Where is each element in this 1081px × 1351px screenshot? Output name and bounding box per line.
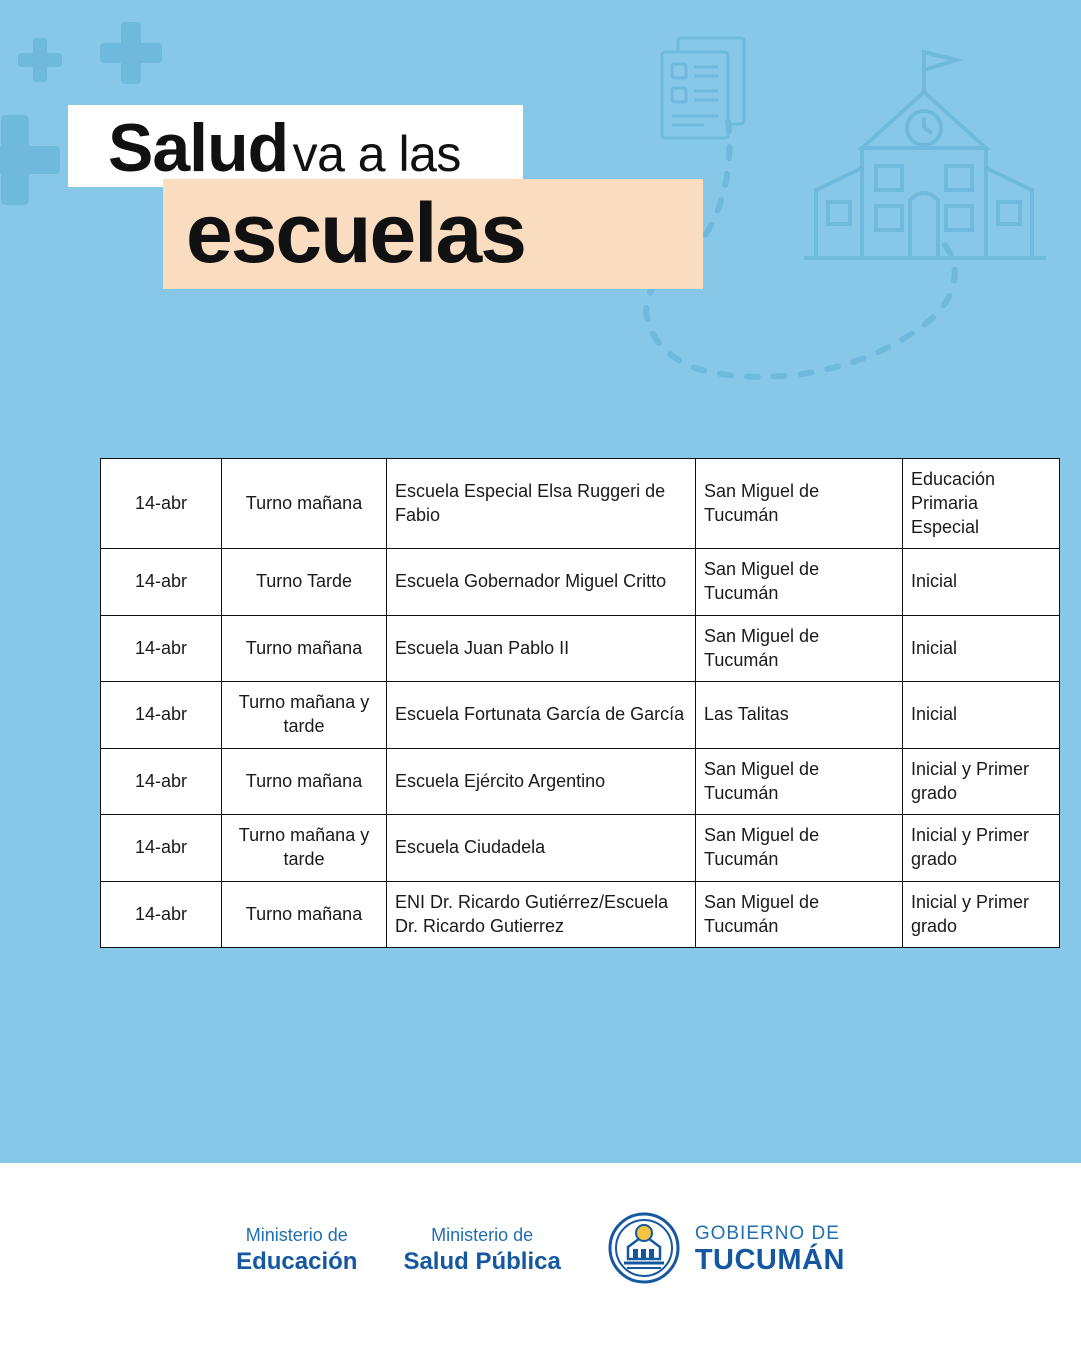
logo-ministerio-salud — [403, 1224, 560, 1277]
cell-level: Inicial y Primer grado — [903, 881, 1060, 948]
medical-cross-icon — [100, 22, 162, 84]
cell-date: 14-abr — [101, 748, 222, 815]
logo-educacion-small: Ministerio de — [245, 1225, 348, 1246]
title-light-words: va a las — [292, 126, 461, 182]
cell-city: San Miguel de Tucumán — [696, 748, 903, 815]
cell-date: 14-abr — [101, 881, 222, 948]
cell-school: Escuela Ciudadela — [387, 815, 696, 882]
cell-shift: Turno Tarde — [222, 549, 387, 616]
cell-city: San Miguel de Tucumán — [696, 615, 903, 682]
cell-shift: Turno mañana y tarde — [222, 815, 387, 882]
cell-level: Educación Primaria Especial — [903, 459, 1060, 549]
table-row — [101, 815, 1060, 882]
cell-level: Inicial — [903, 615, 1060, 682]
cell-school: ENI Dr. Ricardo Gutiérrez/Escuela Dr. Ricardo Gutierrez — [387, 881, 696, 948]
cell-city: San Miguel de Tucumán — [696, 459, 903, 549]
cell-city: San Miguel de Tucumán — [696, 549, 903, 616]
cell-level: Inicial y Primer grado — [903, 815, 1060, 882]
cell-shift: Turno mañana — [222, 615, 387, 682]
table-row — [101, 549, 1060, 616]
cell-date: 14-abr — [101, 459, 222, 549]
poster-footer — [0, 1163, 1081, 1351]
logo-salud-small: Ministerio de — [431, 1225, 534, 1246]
table-row — [101, 459, 1060, 549]
cell-shift: Turno mañana — [222, 748, 387, 815]
logo-ministerio-educacion — [236, 1224, 357, 1277]
gobierno-big: TUCUMÁN — [694, 1244, 845, 1276]
logo-salud-big: Salud Pública — [403, 1247, 561, 1275]
poster-title — [68, 105, 708, 305]
title-bold-word: Salud — [108, 110, 289, 186]
logo-gobierno-tucuman — [607, 1211, 845, 1290]
cell-date: 14-abr — [101, 815, 222, 882]
gobierno-text — [695, 1224, 845, 1277]
cell-city: Las Talitas — [696, 682, 903, 749]
table-row — [101, 881, 1060, 948]
table-row — [101, 682, 1060, 749]
cell-school: Escuela Ejército Argentino — [387, 748, 696, 815]
medical-cross-icon — [18, 38, 62, 82]
cell-level: Inicial — [903, 682, 1060, 749]
logo-educacion-big: Educación — [236, 1247, 358, 1275]
gobierno-small: GOBIERNO DE — [694, 1223, 840, 1245]
tucuman-shield-icon — [607, 1211, 681, 1290]
table-row — [101, 615, 1060, 682]
cell-date: 14-abr — [101, 615, 222, 682]
cell-school: Escuela Juan Pablo II — [387, 615, 696, 682]
cell-level: Inicial y Primer grado — [903, 748, 1060, 815]
cell-date: 14-abr — [101, 682, 222, 749]
title-line1 — [108, 109, 461, 187]
schedule-table-body — [101, 459, 1060, 948]
cell-date: 14-abr — [101, 549, 222, 616]
cell-school: Escuela Especial Elsa Ruggeri de Fabio — [387, 459, 696, 549]
title-line2: escuelas — [186, 186, 525, 280]
cell-city: San Miguel de Tucumán — [696, 881, 903, 948]
cell-school: Escuela Gobernador Miguel Critto — [387, 549, 696, 616]
footer-logos — [0, 1211, 1081, 1290]
cell-school: Escuela Fortunata García de García — [387, 682, 696, 749]
medical-cross-icon — [0, 115, 60, 205]
cell-shift: Turno mañana y tarde — [222, 682, 387, 749]
cell-city: San Miguel de Tucumán — [696, 815, 903, 882]
cell-shift: Turno mañana — [222, 881, 387, 948]
cell-level: Inicial — [903, 549, 1060, 616]
table-row — [101, 748, 1060, 815]
schedule-table — [100, 458, 1060, 948]
cell-shift: Turno mañana — [222, 459, 387, 549]
